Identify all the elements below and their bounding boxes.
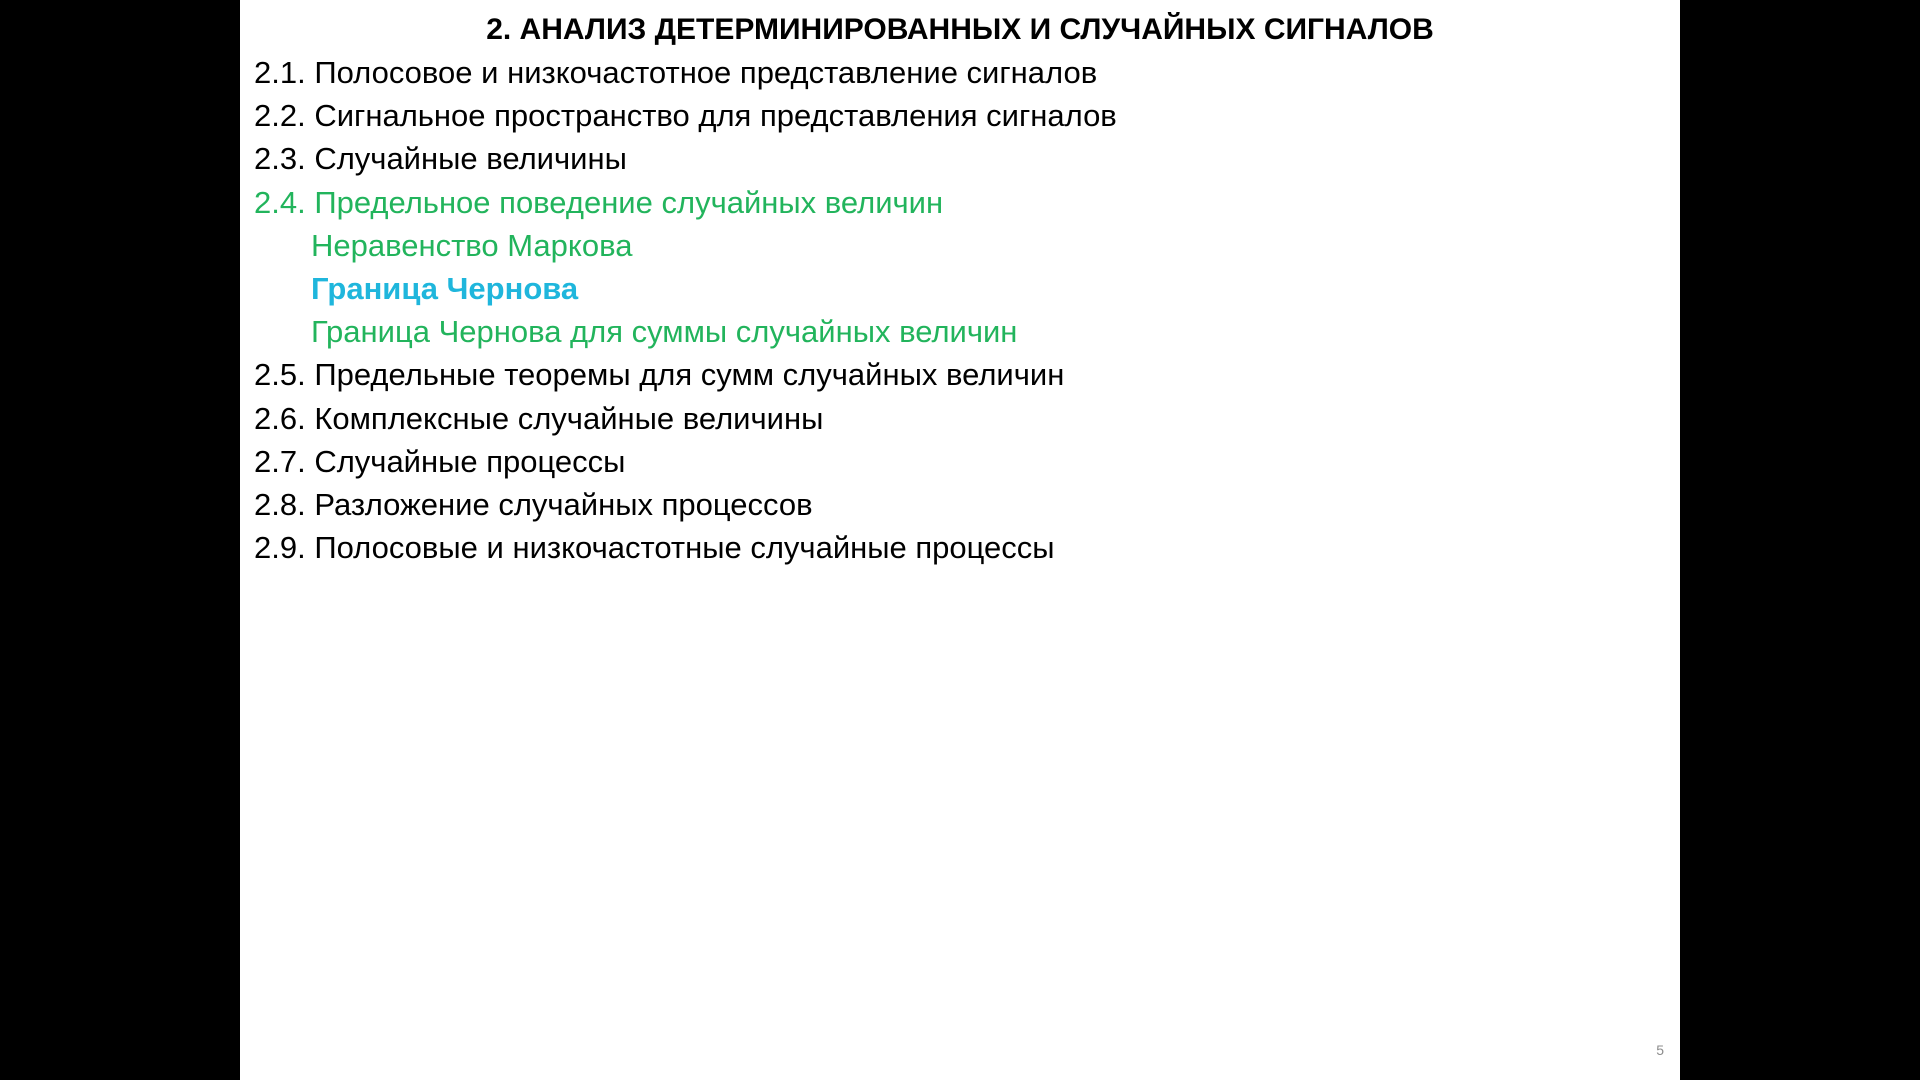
toc-item-2-3: 2.3. Случайные величины [254, 141, 627, 177]
toc-subitem-chernoff-bound: Граница Чернова [311, 270, 579, 306]
toc-item-2-7: 2.7. Случайные процессы [254, 443, 626, 479]
toc-item-2-4: 2.4. Предельное поведение случайных величин [254, 184, 944, 220]
toc-item-2-2: 2.2. Сигнальное пространство для представления сигналов [254, 98, 1117, 134]
toc-item-2-9: 2.9. Полосовые и низкочастотные случайные процессы [254, 530, 1055, 566]
toc-subitem-chernoff-bound-sum: Граница Чернова для суммы случайных величин [311, 314, 1018, 350]
table-of-contents [254, 51, 1654, 569]
toc-item-2-1: 2.1. Полосовое и низкочастотное представление сигналов [254, 55, 1098, 90]
toc-subitem-markov-inequality: Неравенство Маркова [311, 227, 633, 263]
toc-item-2-5: 2.5. Предельные теоремы для сумм случайных величин [254, 357, 1065, 393]
slide-title: 2. АНАЛИЗ ДЕТЕРМИНИРОВАННЫХ И СЛУЧАЙНЫХ СИГНАЛОВ [486, 13, 1434, 46]
slide-page-number: 5 [1656, 1042, 1664, 1058]
toc-item-2-6: 2.6. Комплексные случайные величины [254, 400, 824, 436]
toc-item-2-8: 2.8. Разложение случайных процессов [254, 486, 813, 522]
presentation-slide [240, 0, 1680, 1080]
